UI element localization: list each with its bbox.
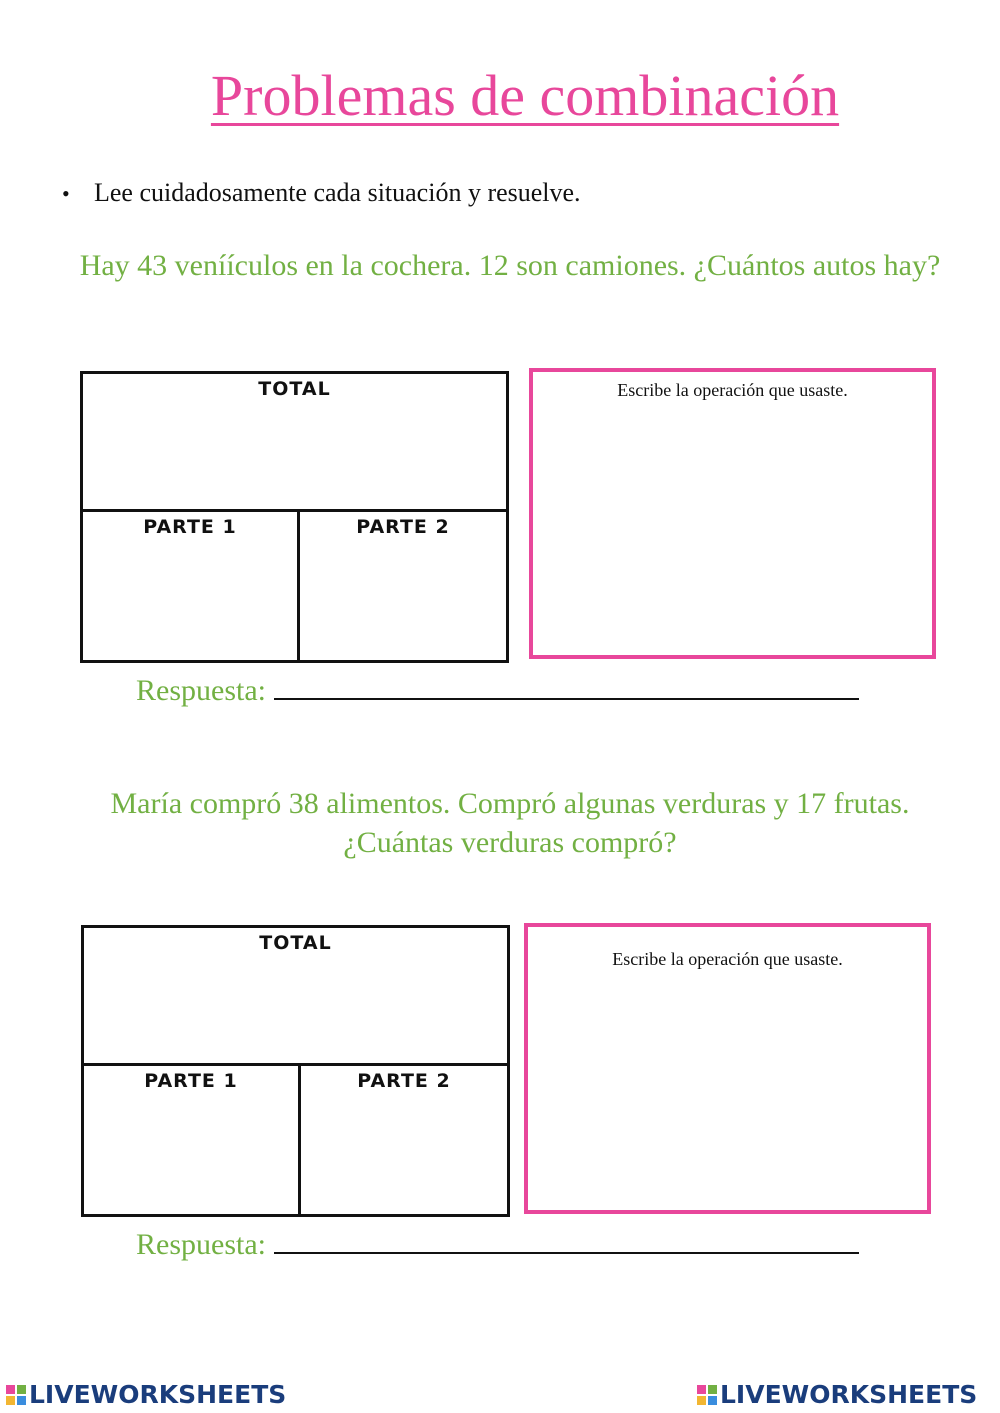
logo-square (6, 1385, 15, 1394)
answer-label: Respuesta: (136, 1228, 266, 1261)
brand-text: LIVEWORKSHEETS (720, 1380, 978, 1409)
bullet-icon: • (62, 181, 70, 206)
liveworksheets-logo-right (697, 1380, 977, 1409)
answer-row-1 (136, 674, 859, 708)
operation-label: Escribe la operación que usaste. (612, 949, 843, 969)
part-1-label: PARTE 1 (144, 1070, 238, 1092)
part-2-cell[interactable] (300, 512, 506, 660)
page-title (0, 56, 1000, 136)
liveworksheets-logo-icon (697, 1385, 717, 1405)
part-1-cell[interactable] (83, 512, 300, 660)
total-cell[interactable] (83, 374, 506, 512)
operation-box-1[interactable] (529, 368, 936, 659)
logo-square (6, 1396, 15, 1405)
part-2-label: PARTE 2 (357, 1070, 451, 1092)
answer-row-2 (136, 1228, 859, 1262)
total-label: TOTAL (258, 378, 331, 400)
part-1-label: PARTE 1 (143, 516, 237, 538)
answer-label: Respuesta: (136, 674, 266, 707)
operation-label: Escribe la operación que usaste. (617, 380, 848, 400)
liveworksheets-logo-left (6, 1380, 286, 1409)
part-whole-diagram-1 (80, 371, 509, 663)
logo-square (17, 1385, 26, 1394)
instruction-text: Lee cuidadosamente cada situación y resuelve. (94, 178, 581, 207)
part-1-cell[interactable] (84, 1066, 301, 1214)
logo-square (17, 1396, 26, 1405)
answer-input-line[interactable] (274, 678, 859, 700)
instruction (62, 178, 581, 208)
part-whole-diagram-2 (81, 925, 510, 1217)
total-label: TOTAL (259, 932, 332, 954)
problem-2-text: María compró 38 alimentos. Compró algunas verduras y 17 frutas. ¿Cuántas verduras compró? (110, 787, 910, 859)
liveworksheets-logo-icon (6, 1385, 26, 1405)
page-title-text: Problemas de combinación (210, 63, 840, 128)
answer-input-line[interactable] (274, 1232, 859, 1254)
part-2-label: PARTE 2 (356, 516, 450, 538)
operation-box-2[interactable] (524, 923, 931, 1214)
part-2-cell[interactable] (301, 1066, 507, 1214)
logo-square (697, 1385, 706, 1394)
problem-1-text: Hay 43 veníículos en la cochera. 12 son camiones. ¿Cuántos autos hay? (79, 249, 941, 282)
total-cell[interactable] (84, 928, 507, 1066)
brand-text: LIVEWORKSHEETS (29, 1380, 287, 1409)
logo-square (708, 1396, 717, 1405)
logo-square (708, 1385, 717, 1394)
logo-square (697, 1396, 706, 1405)
